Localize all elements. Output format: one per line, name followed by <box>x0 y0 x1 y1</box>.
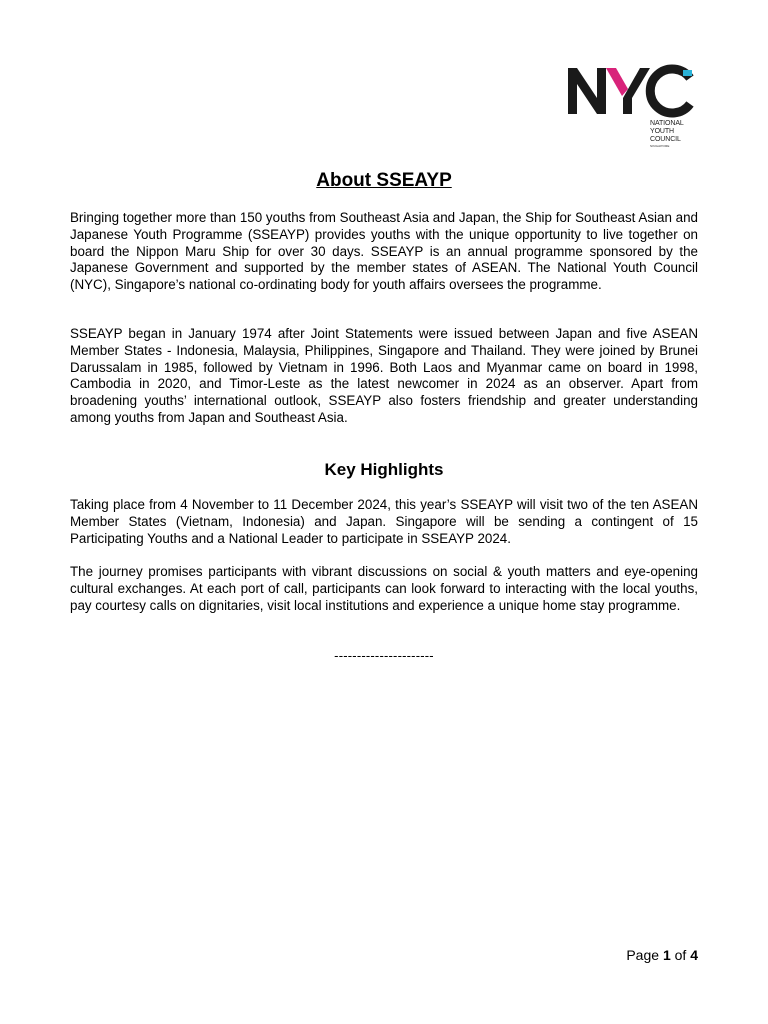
logo-line-singapore: SINGAPORE <box>650 144 670 148</box>
about-paragraph-1: Bringing together more than 150 youths from Southeast Asia and Japan, the Ship for Southeast Asian and Japanese Youth Programme (SSEAYP) provides youths with the unique opportunity to live together on board the Nippon Maru Ship for over 30 days. SSEAYP is an annual programme sponsored by the Japanese Government and supported by the member states of ASEAN. The National Youth Council (NYC), Singapore’s national co-ordinating body for youth affairs oversees the programme. <box>70 210 698 293</box>
page-of-word: of <box>674 947 687 963</box>
page-total: 4 <box>690 947 698 963</box>
section-title-key-highlights: Key Highlights <box>324 460 444 479</box>
logo-line-national: NATIONAL <box>650 120 684 127</box>
nyc-logo-text <box>650 120 684 148</box>
logo-line-council: COUNCIL <box>650 136 681 143</box>
highlights-paragraph-1: Taking place from 4 November to 11 December 2024, this year’s SSEAYP will visit two of the ten ASEAN Member States (Vietnam, Indonesia) and Japan. Singapore will be sending a contingent of 15 Participating Youths and a National Leader to participate in SSEAYP 2024. <box>70 497 698 546</box>
page-current: 1 <box>662 947 671 963</box>
nyc-logo-mark <box>566 62 694 118</box>
about-paragraph-2: SSEAYP began in January 1974 after Joint Statements were issued between Japan and five ASEAN Member States - Indonesia, Malaysia, Philippines, Singapore and Thailand. They were joined by Brunei Darussalam in 1985, followed by Vietnam in 1996. Both Laos and Myanmar came on board in 1998, Cambodia in 2020, and Timor-Leste as the latest newcomer in 2024 as an observer. Apart from broadening youths’ international outlook, SSEAYP also fosters friendship and greater understanding among youths from Japan and Southeast Asia. <box>70 326 698 425</box>
document-title: About SSEAYP <box>316 170 452 191</box>
page-word: Page <box>626 947 660 963</box>
logo-line-youth: YOUTH <box>650 128 675 135</box>
separator-line: ---------------------- <box>334 648 434 663</box>
highlights-paragraph-2: The journey promises participants with vibrant discussions on social & youth matters and eye-opening cultural exchanges. At each port of call, participants can look forward to interacting with the local youths, pay courtesy calls on dignitaries, visit local institutions and experience a unique home stay programme. <box>70 564 698 613</box>
nyc-logo <box>566 62 694 158</box>
page-footer <box>626 947 698 963</box>
